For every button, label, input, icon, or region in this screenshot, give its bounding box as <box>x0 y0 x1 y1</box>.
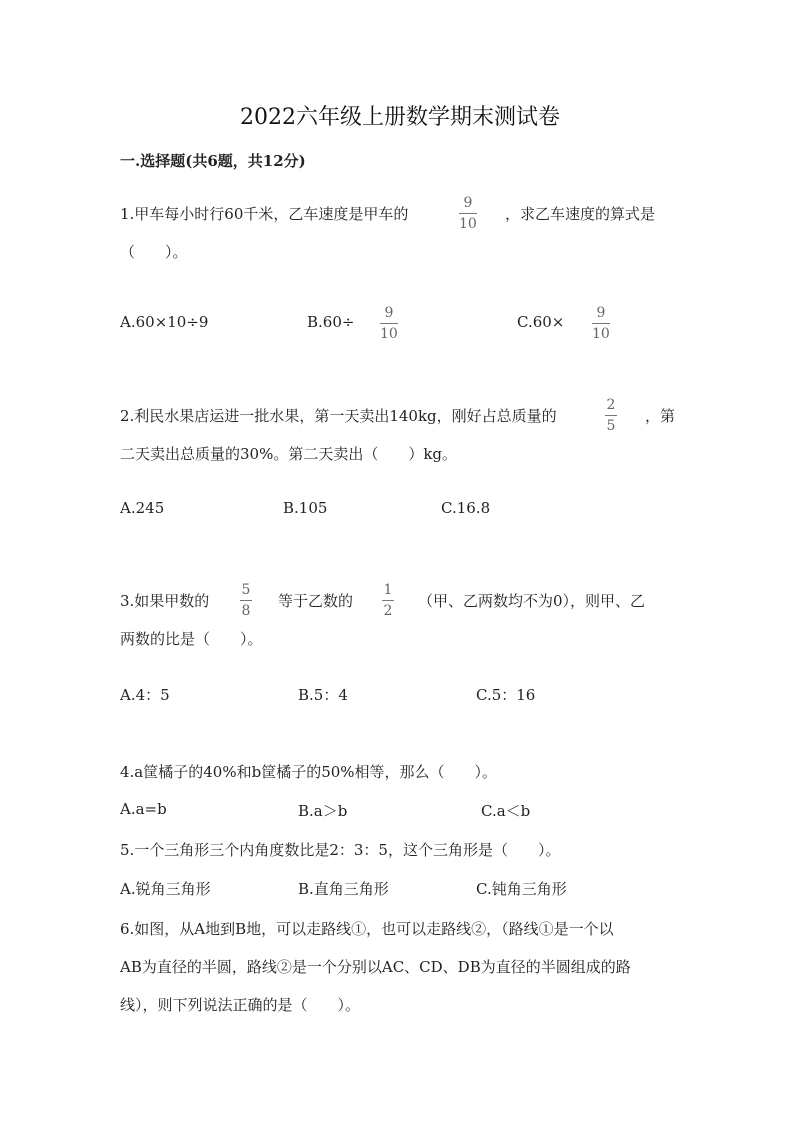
q4-option-b[interactable]: B.a＞b <box>298 802 348 820</box>
q1-option-b[interactable]: B.60÷ <box>307 313 355 331</box>
q3-text-b: 等于乙数的 <box>278 592 354 610</box>
q3-frac1-den: 8 <box>241 603 251 619</box>
q1-frac-den: 10 <box>459 216 477 232</box>
q3-frac2-num: 1 <box>383 582 393 598</box>
q1-text-c: （ ）。 <box>120 243 188 261</box>
q5-text: 5.一个三角形三个内角度数比是2：3：5，这个三角形是（ ）。 <box>120 841 561 859</box>
q1-fraction <box>459 196 477 231</box>
q3-text-a: 3.如果甲数的 <box>120 592 210 610</box>
q1-option-b-frac-num: 9 <box>384 305 394 321</box>
q5-option-a[interactable]: A.锐角三角形 <box>120 880 211 898</box>
q3-frac1-num: 5 <box>241 582 251 598</box>
q1-frac-num: 9 <box>463 195 473 211</box>
q3-text-c: （甲、乙两数均不为0），则甲、乙 <box>418 592 646 610</box>
q6-line-3: 线），则下列说法正确的是（ ）。 <box>120 996 361 1014</box>
q2-option-b[interactable]: B.105 <box>283 499 328 517</box>
q6-line-1: 6.如图，从A地到B地，可以走路线①，也可以走路线②，（路线①是一个以 <box>120 920 614 938</box>
q1-option-b-fraction <box>380 306 398 341</box>
q2-frac-num: 2 <box>606 397 616 413</box>
q3-fraction-1 <box>240 583 252 618</box>
q4-option-c[interactable]: C.a＜b <box>481 802 531 820</box>
q1-text-b: ，求乙车速度的算式是 <box>505 205 656 223</box>
q2-frac-den: 5 <box>606 418 616 434</box>
q2-fraction <box>605 398 617 433</box>
q4-text: 4.a筐橘子的40%和b筐橘子的50%相等，那么（ ）。 <box>120 763 498 781</box>
page-title: 2022六年级上册数学期末测试卷 <box>240 105 560 130</box>
q3-text-d: 两数的比是（ ）。 <box>120 630 263 648</box>
q4-option-a[interactable]: A.a=b <box>120 800 167 818</box>
q3-option-a[interactable]: A.4：5 <box>120 686 170 704</box>
q1-option-c-fraction <box>592 306 610 341</box>
section-heading: 一.选择题(共6题，共12分) <box>120 152 306 170</box>
q1-option-a[interactable]: A.60×10÷9 <box>120 313 209 331</box>
q3-option-c[interactable]: C.5：16 <box>476 686 536 704</box>
q6-line-2: AB为直径的半圆，路线②是一个分别以AC、CD、DB为直径的半圆组成的路 <box>120 958 631 976</box>
q1-option-c-frac-num: 9 <box>596 305 606 321</box>
q1-option-c[interactable]: C.60× <box>517 313 565 331</box>
q5-option-c[interactable]: C.钝角三角形 <box>476 880 567 898</box>
q3-option-b[interactable]: B.5：4 <box>298 686 348 704</box>
q1-option-b-frac-den: 10 <box>380 326 398 342</box>
q2-option-c[interactable]: C.16.8 <box>441 499 491 517</box>
q5-option-b[interactable]: B.直角三角形 <box>298 880 389 898</box>
q3-frac2-den: 2 <box>383 603 393 619</box>
q1-text-a: 1.甲车每小时行60千米，乙车速度是甲车的 <box>120 205 409 223</box>
q1-option-c-frac-den: 10 <box>592 326 610 342</box>
q2-text-a: 2.利民水果店运进一批水果，第一天卖出140kg，刚好占总质量的 <box>120 407 557 425</box>
q3-fraction-2 <box>382 583 394 618</box>
q2-text-c: 二天卖出总质量的30%。第二天卖出（ ）kg。 <box>120 445 458 463</box>
q2-text-b: ，第 <box>645 407 676 425</box>
q2-option-a[interactable]: A.245 <box>120 499 165 517</box>
